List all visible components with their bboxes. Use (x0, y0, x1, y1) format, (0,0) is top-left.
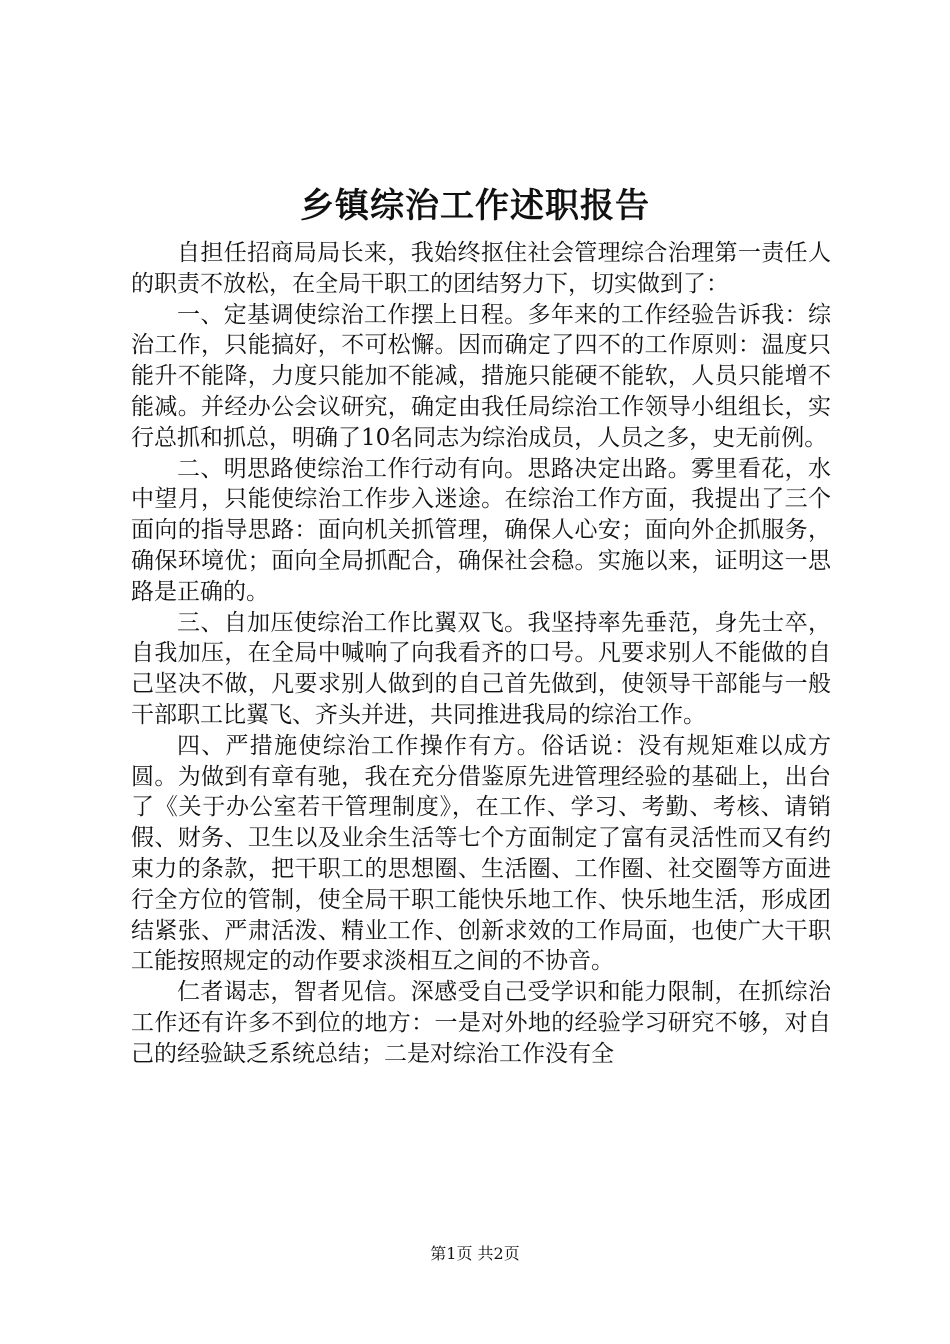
paragraph-reflection: 仁者谒志，智者见信。深感受自己受学识和能力限制，在抓综治工作还有许多不到位的地方：一是对外地的经验学习研究不够，对自己的经验缺乏系统总结；二是对综治工作没有全 (131, 979, 831, 1067)
paragraph-section-3: 三、自加压使综治工作比翼双飞。我坚持率先垂范，身先士卒，自我加压，在全局中喊响了向我看齐的口号。凡要求别人不能做的自己坚决不做，凡要求别人做到的自己首先做到，使领导干部能与一般干部职工比翼飞、齐头并进，共同推进我局的综治工作。 (131, 609, 831, 728)
paragraph-section-2: 二、明思路使综治工作行动有向。思路决定出路。雾里看花，水中望月，只能使综治工作步入迷途。在综治工作方面，我提出了三个面向的指导思路：面向机关抓管理，确保人心安；面向外企抓服务，确保环境优；面向全局抓配合，确保社会稳。实施以来，证明这一思路是正确的。 (131, 455, 831, 605)
document-title: 乡镇综治工作述职报告 (300, 186, 650, 226)
document-body (131, 238, 831, 1070)
page-number-footer: 第1页 共2页 (430, 1244, 520, 1263)
paragraph-section-1: 一、定基调使综治工作摆上日程。多年来的工作经验告诉我：综治工作，只能搞好，不可松懈。因而确定了四不的工作原则：温度只能升不能降，力度只能加不能减，措施只能硬不能软，人员只能增不能减。并经办公会议研究，确定由我任局综治工作领导小组组长，实行总抓和抓总，明确了10名同志为综治成员，人员之多，史无前例。 (131, 301, 831, 451)
paragraph-section-4: 四、严措施使综治工作操作有方。俗话说：没有规矩难以成方圆。为做到有章有驰，我在充分借鉴原先进管理经验的基础上，出台了《关于办公室若干管理制度》，在工作、学习、考勤、考核、请销假、财务、卫生以及业余生活等七个方面制定了富有灵活性而又有约束力的条款，把干职工的思想圈、生活圈、工作圈、社交圈等方面进行全方位的管制，使全局干职工能快乐地工作、快乐地生活，形成团结紧张、严肃活泼、精业工作、创新求效的工作局面，也使广大干职工能按照规定的动作要求淡相互之间的不协音。 (131, 732, 831, 975)
paragraph-intro: 自担任招商局局长来，我始终抠住社会管理综合治理第一责任人的职责不放松，在全局干职工的团结努力下，切实做到了： (131, 240, 831, 297)
